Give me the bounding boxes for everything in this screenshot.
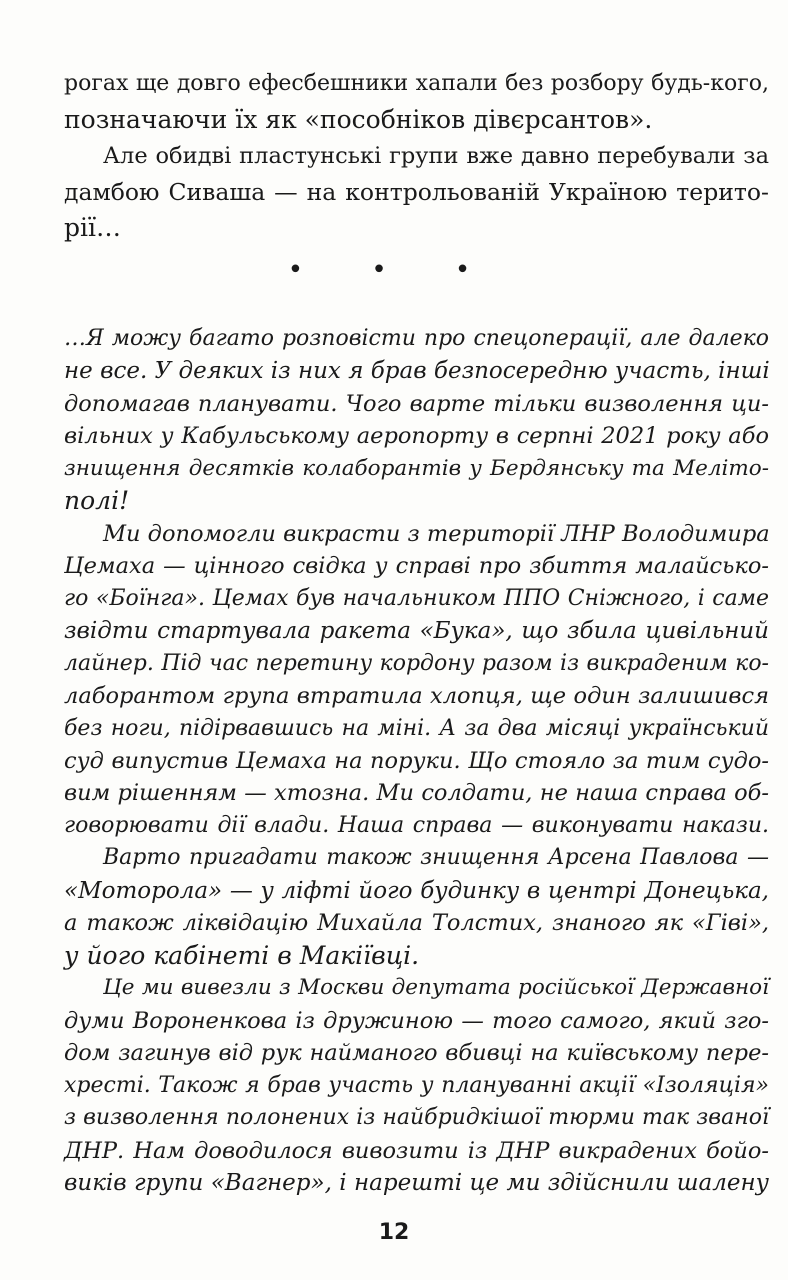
body-line: …Я можу багато розповісти про спецоперації, але далеко xyxy=(64,326,769,351)
body-line: думи Вороненкова із дружиною — того самого, який зго- xyxy=(64,1008,769,1034)
body-line: лайнер. Під час перетину кордону разом із викраденим ко- xyxy=(64,651,769,676)
body-line: без ноги, підірвавшись на міні. А за два місяці український xyxy=(64,716,769,741)
intro-line: рії… xyxy=(64,213,121,242)
body-line: лаборантом група втратила хлопця, ще один залишився xyxy=(64,683,769,709)
intro-line: позначаючи їх як «пособніков дівєрсантов». xyxy=(64,105,653,134)
body-line: не все. У деяких із них я брав безпосередню участь, інші xyxy=(64,358,770,384)
body-line: вільних у Кабульському аеропорту в серпні 2021 року або xyxy=(64,423,769,449)
body-line: говорювати дії влади. Наша справа — виконувати накази. xyxy=(64,813,769,838)
body-line: суд випустив Цемаха на поруки. Що стояло за тим судо- xyxy=(64,748,769,774)
intro-line: рогах ще довго ефесбешники хапали без розбору будь-кого, xyxy=(64,71,769,96)
body-line: допомагав планувати. Чого варте тільки визволення ци- xyxy=(64,391,769,417)
body-line: дом загинув від рук найманого вбивці на київському пере- xyxy=(64,1040,769,1066)
body-line: Цемаха — цінного свідка у справі про збиття малайсько- xyxy=(64,553,769,579)
body-line: хресті. Також я брав участь у плануванні акції «Ізоляція» xyxy=(64,1073,769,1098)
body-line: а також ліквідацію Михайла Толстих, знаного як «Гіві», xyxy=(64,910,769,936)
page-number: 12 xyxy=(378,1220,410,1245)
body-line: ДНР. Нам доводилося вивозити із ДНР викрадених бойо- xyxy=(64,1138,769,1164)
body-line: звідти стартувала ракета «Бука», що збила цивільний xyxy=(64,618,769,644)
intro-line: дамбою Сиваша — на контрольованій Україною терито- xyxy=(64,178,769,206)
body-line: Ми допомогли викрасти з території ЛНР Володимира xyxy=(103,521,770,547)
body-line: Варто пригадати також знищення Арсена Павлова — xyxy=(103,845,769,870)
body-line: знищення десятків колаборантів у Бердянську та Меліто- xyxy=(64,456,769,481)
body-line: виків групи «Вагнер», і нарешті це ми здійснили шалену xyxy=(64,1170,769,1196)
body-line: го «Боїнга». Цемах був начальником ППО Сніжного, і саме xyxy=(64,586,769,611)
body-line: вим рішенням — хтозна. Ми солдати, не наша справа об- xyxy=(64,780,769,806)
body-line: полі! xyxy=(64,486,130,515)
body-line: Це ми вивезли з Москви депутата російської Державної xyxy=(103,975,769,1000)
intro-line: Але обидві пластунські групи вже давно перебували за xyxy=(103,143,769,169)
body-line: «Моторола» — у ліфті його будинку в центрі Донецька, xyxy=(64,878,769,904)
body-line: у його кабінеті в Макіївці. xyxy=(64,941,420,970)
body-line: з визволення полонених із найбридкішої тюрми так званої xyxy=(64,1105,769,1130)
section-separator: • • • xyxy=(287,255,501,285)
